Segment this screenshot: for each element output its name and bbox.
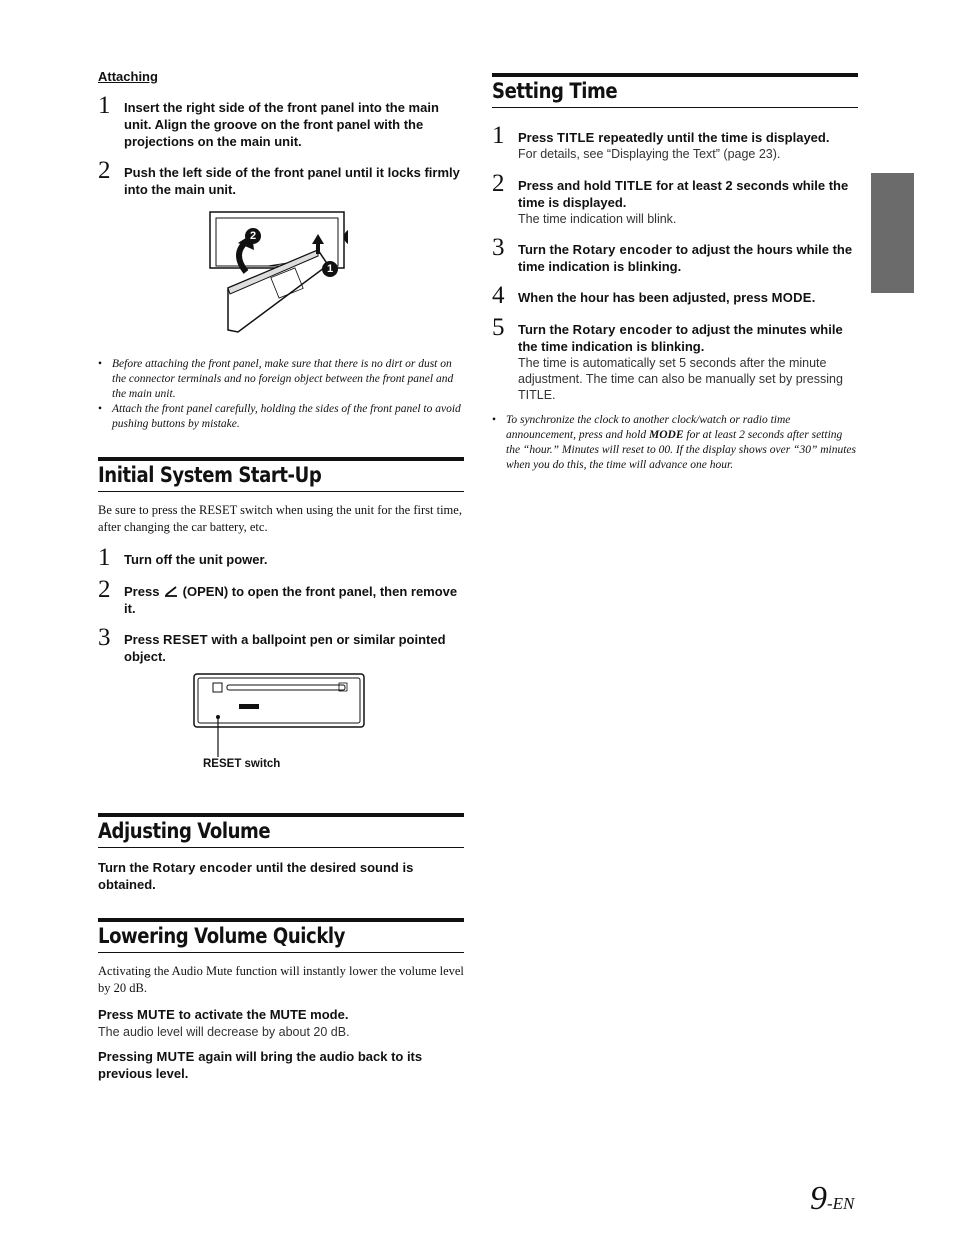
step-number: 4 xyxy=(492,282,505,309)
attaching-step-2 xyxy=(98,157,464,198)
keyword-title: TITLE xyxy=(614,178,653,193)
keyword-rotary-encoder: Rotary encoder xyxy=(152,860,253,875)
step-number: 3 xyxy=(492,234,505,261)
step-text xyxy=(518,289,858,306)
step-post: to adjust the hours while the time indication is blinking. xyxy=(518,242,853,274)
keyword-title: TITLE xyxy=(557,130,595,145)
note-pre: To synchronize the clock to another clock/watch or radio time announcement, press and hold xyxy=(506,414,791,441)
step-post: to adjust the minutes while the time indication is blinking. xyxy=(518,322,843,354)
chapter-side-tab xyxy=(871,173,914,293)
keyword-rotary-encoder: Rotary encoder xyxy=(572,242,673,257)
section-adjusting-volume xyxy=(98,813,464,848)
section-initial-start-up xyxy=(98,457,464,492)
step-number: 1 xyxy=(98,92,111,119)
attaching-step-1 xyxy=(98,92,464,150)
page-number xyxy=(810,1180,854,1218)
initial-step-1 xyxy=(98,544,464,571)
attaching-notes xyxy=(98,357,464,432)
keyword-reset: RESET xyxy=(163,632,208,647)
keyword-rotary-encoder: Rotary encoder xyxy=(572,322,673,337)
keyword-mode: MODE xyxy=(771,290,812,305)
step-post: for at least 2 seconds while the time is displayed. xyxy=(518,178,849,210)
initial-step-3 xyxy=(98,624,464,665)
lowering-intro: Activating the Audio Mute function will instantly lower the volume level by 20 dB. xyxy=(98,964,464,995)
instr-post: until the desired sound is obtained. xyxy=(98,860,414,892)
page-number-value: 9 xyxy=(810,1180,827,1217)
instr-sub: The audio level will decrease by about 20 dB. xyxy=(98,1025,350,1039)
instr-pre: Pressing xyxy=(98,1049,153,1064)
step-text: Turn off the unit power. xyxy=(124,552,268,567)
section-title: Initial System Start-Up xyxy=(98,463,322,487)
step-sub: The time is automatically set 5 seconds after the minute adjustment. The time can also be manually set by pressing TITLE. xyxy=(518,356,843,402)
setting-notes xyxy=(492,413,858,473)
step-number: 1 xyxy=(98,544,111,571)
mute-instruction-1 xyxy=(98,1006,464,1041)
section-title: Adjusting Volume xyxy=(98,819,271,843)
step-number: 2 xyxy=(98,157,111,184)
step-pre: Press xyxy=(124,584,160,599)
instr-pre: Turn the xyxy=(98,860,150,875)
mute-instruction-2 xyxy=(98,1048,464,1082)
section-setting-time xyxy=(492,73,858,108)
attaching-heading: Attaching xyxy=(98,69,158,84)
step-number: 2 xyxy=(98,576,111,603)
setting-step-1 xyxy=(492,122,858,162)
step-pre: Turn the xyxy=(518,242,570,257)
open-icon xyxy=(163,585,179,597)
initial-step-2 xyxy=(98,576,464,617)
note-item: • Attach the front panel carefully, holding the sides of the front panel to avoid pushing buttons by mistake. xyxy=(98,402,464,432)
step-number: 3 xyxy=(98,624,111,651)
setting-step-4 xyxy=(492,282,858,309)
step-sub: For details, see “Displaying the Text” (page 23). xyxy=(518,147,781,161)
keyword-mute: MUTE xyxy=(156,1049,195,1064)
step-text xyxy=(124,583,464,617)
step-sub: The time indication will blink. xyxy=(518,212,677,226)
step-pre: Turn the xyxy=(518,322,570,337)
step-text: Insert the right side of the front panel into the main unit. Align the groove on the front panel with the projections on the main unit. xyxy=(124,100,439,149)
step-post: . xyxy=(811,290,816,305)
step-text: Push the left side of the front panel until it locks firmly into the main unit. xyxy=(124,165,460,197)
step-number: 5 xyxy=(492,314,505,341)
note-item: • Before attaching the front panel, make sure that there is no dirt or dust on the connector terminals and no foreign object between the front panel and the main unit. xyxy=(98,357,464,402)
step-post: with a ballpoint pen or similar pointed object. xyxy=(124,632,446,664)
setting-step-3 xyxy=(492,234,858,275)
setting-step-5 xyxy=(492,314,858,403)
note-item xyxy=(492,413,858,473)
figure-badge-1: 1 xyxy=(322,261,338,277)
setting-step-2 xyxy=(492,170,858,227)
step-text xyxy=(518,177,858,211)
step-pre: When the hour has been adjusted, press xyxy=(518,290,768,305)
step-text xyxy=(518,321,858,355)
step-text xyxy=(518,241,858,275)
instr-pre: Press xyxy=(98,1007,134,1022)
step-text xyxy=(124,631,464,665)
page-number-suffix: -EN xyxy=(827,1194,855,1213)
step-pre: Press and hold xyxy=(518,178,612,193)
figure-badge-2: 2 xyxy=(245,228,261,244)
step-text xyxy=(518,129,858,146)
step-number: 2 xyxy=(492,170,505,197)
step-number: 1 xyxy=(492,122,505,149)
keyword-mute: MUTE xyxy=(137,1007,176,1022)
keyword-mode: MODE xyxy=(649,429,684,441)
instr-post: to activate the MUTE mode. xyxy=(178,1007,349,1022)
initial-intro: Be sure to press the RESET switch when using the unit for the first time, after changing the car battery, etc. xyxy=(98,503,462,534)
instr-post: again will bring the audio back to its previous level. xyxy=(98,1049,423,1081)
section-lowering-volume xyxy=(98,918,464,953)
reset-switch-caption: RESET switch xyxy=(203,758,281,770)
volume-instruction xyxy=(98,859,464,893)
reset-switch-illustration xyxy=(193,673,365,759)
section-title: Lowering Volume Quickly xyxy=(98,924,346,948)
note-post: for at least 2 seconds after setting the “hour.” Minutes will reset to 00. If the display shows over “30” minutes when you do this, the time will advance one hour. xyxy=(506,429,857,471)
section-title: Setting Time xyxy=(492,79,618,103)
step-pre: Press xyxy=(124,632,160,647)
step-post: (OPEN) to open the front panel, then remove it. xyxy=(124,584,458,616)
step-pre: Press xyxy=(518,130,554,145)
step-post: repeatedly until the time is displayed. xyxy=(598,130,830,145)
